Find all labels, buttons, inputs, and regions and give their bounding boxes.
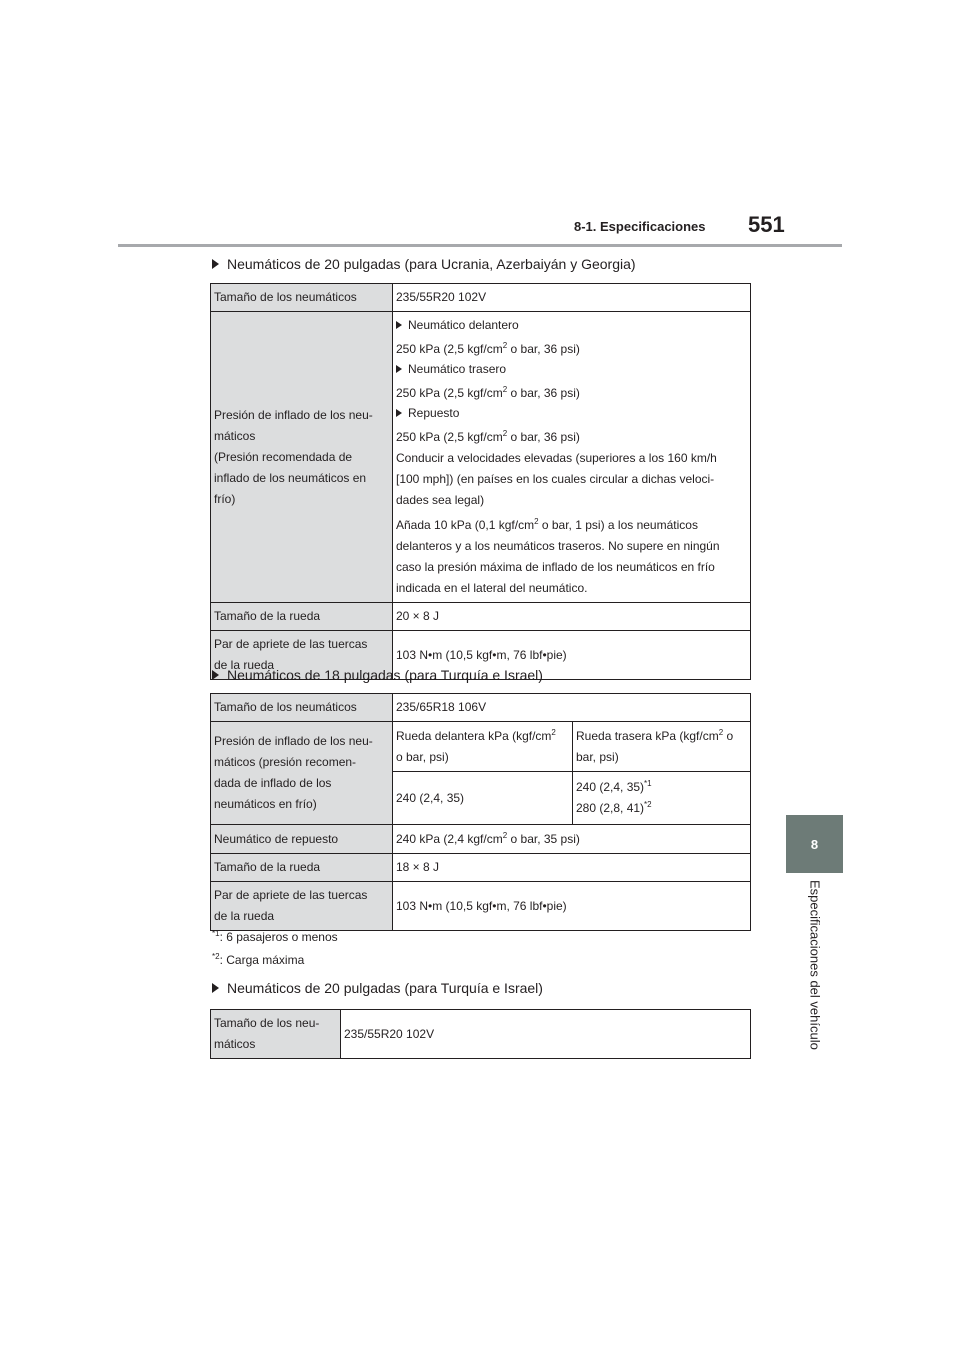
footnote-text: : 6 pasajeros o menos bbox=[219, 930, 338, 944]
pressure-label bbox=[211, 312, 393, 603]
value-text: 280 (2,8, 41) bbox=[576, 801, 645, 815]
section-heading-text: Neumáticos de 18 pulgadas (para Turquía e Israel) bbox=[227, 667, 543, 683]
header-divider bbox=[118, 244, 842, 247]
label-line: máticos bbox=[214, 1037, 256, 1051]
label-line: inflado de los neumáticos en bbox=[214, 470, 367, 485]
wheel-size-label: Tamaño de la rueda bbox=[211, 854, 393, 882]
triangle-bullet-icon bbox=[396, 321, 402, 329]
pressure-value bbox=[393, 312, 751, 603]
chapter-number: 8 bbox=[810, 836, 819, 852]
footnote-mark: *2 bbox=[212, 952, 220, 961]
value-text: o bar, 1 psi) a los neumáticos bbox=[538, 518, 698, 532]
label-line: de la rueda bbox=[214, 658, 275, 672]
header-line bbox=[576, 726, 747, 747]
high-speed-line: dades sea legal) bbox=[396, 493, 485, 507]
label-line: dada de inflado de los bbox=[214, 776, 332, 790]
value-text: 240 kPa (2,4 kgf/cm bbox=[396, 831, 503, 846]
high-speed-line: [100 mph]) (en países en los cuales circular a dichas veloci- bbox=[396, 472, 715, 486]
label-line: Presión de inflado de los neu- bbox=[214, 734, 373, 748]
rear-wheel-value bbox=[573, 772, 751, 825]
spare-tire-label: Neumático de repuesto bbox=[211, 825, 393, 854]
tire-size-label: Tamaño de los neumáticos bbox=[211, 694, 393, 722]
torque-value: 103 N•m (10,5 kgf•m, 76 lbf•pie) bbox=[393, 882, 751, 931]
header-line bbox=[396, 726, 569, 747]
value-text: 250 kPa (2,5 kgf/cm bbox=[396, 342, 503, 356]
value-text: Rueda trasera kPa (kgf/cm bbox=[576, 728, 719, 743]
front-tire-label: Neumático delantero bbox=[408, 318, 519, 332]
triangle-bullet-icon bbox=[212, 259, 219, 269]
triangle-bullet-icon bbox=[396, 365, 402, 373]
section-heading-3 bbox=[212, 980, 543, 996]
table-row bbox=[211, 284, 751, 312]
table-row bbox=[211, 312, 751, 603]
rear-wheel-header bbox=[573, 722, 751, 772]
superscript: 2 bbox=[502, 341, 508, 350]
label-line: de la rueda bbox=[214, 909, 275, 923]
section-heading-text: Neumáticos de 20 pulgadas (para Turquía e Israel) bbox=[227, 980, 543, 996]
page-number: 551 bbox=[748, 212, 785, 237]
section-heading-text: Neumáticos de 20 pulgadas (para Ucrania, Azerbaiyán y Georgia) bbox=[227, 256, 636, 272]
superscript: *1 bbox=[644, 779, 652, 788]
value-text: Añada 10 kPa (0,1 kgf/cm bbox=[396, 518, 535, 532]
superscript: 2 bbox=[551, 727, 556, 737]
value-line bbox=[576, 777, 747, 798]
chapter-tab bbox=[786, 815, 843, 873]
value-text: o bar, 36 psi) bbox=[507, 386, 580, 400]
front-tire-subhead bbox=[396, 316, 747, 334]
label-line: neumáticos en frío) bbox=[214, 797, 317, 811]
chapter-side-label bbox=[807, 880, 823, 1070]
spec-table-2 bbox=[210, 693, 751, 931]
label-line: Presión de inflado de los neu- bbox=[214, 407, 373, 422]
torque-value: 103 N•m (10,5 kgf•m, 76 lbf•pie) bbox=[393, 631, 751, 680]
superscript: 2 bbox=[502, 385, 508, 394]
add-pressure-line: delanteros y a los neumáticos traseros. No supere en ningún bbox=[396, 539, 720, 553]
rear-tire-label: Neumático trasero bbox=[408, 362, 507, 376]
value-text: 250 kPa (2,5 kgf/cm bbox=[396, 386, 503, 400]
spare-tire-value bbox=[393, 825, 751, 854]
front-tire-value bbox=[396, 339, 747, 360]
rear-tire-subhead bbox=[396, 360, 747, 378]
tire-size-value: 235/65R18 106V bbox=[393, 694, 751, 722]
add-pressure-line: indicada en el lateral del neumático. bbox=[396, 581, 588, 595]
tire-size-label bbox=[211, 1010, 341, 1059]
label-line: frío) bbox=[214, 491, 236, 506]
label-line: máticos (presión recomen- bbox=[214, 755, 357, 769]
add-pressure-line: caso la presión máxima de inflado de los neumáticos en frío bbox=[396, 560, 715, 574]
value-text: Rueda delantera kPa (kgf/cm bbox=[396, 728, 552, 743]
superscript: 2 bbox=[502, 830, 508, 840]
front-wheel-value: 240 (2,4, 35) bbox=[393, 772, 573, 825]
front-wheel-header bbox=[393, 722, 573, 772]
wheel-size-value: 20 × 8 J bbox=[393, 603, 751, 631]
label-line: Par de apriete de las tuercas bbox=[214, 888, 368, 902]
header-line: bar, psi) bbox=[576, 749, 619, 764]
table-row bbox=[211, 882, 751, 931]
value-text: o bar, 36 psi) bbox=[507, 342, 580, 356]
footnote-text: : Carga máxima bbox=[219, 953, 305, 967]
spare-tire-subhead bbox=[396, 404, 747, 422]
value-text: o bar, 35 psi) bbox=[507, 831, 580, 846]
chapter-label-text: Especificaciones del vehículo bbox=[807, 880, 823, 1050]
section-heading-2 bbox=[212, 667, 543, 683]
triangle-bullet-icon bbox=[212, 983, 219, 993]
value-text: 240 (2,4, 35) bbox=[576, 780, 645, 794]
header-line: o bar, psi) bbox=[396, 749, 449, 764]
label-line: Par de apriete de las tuercas bbox=[214, 637, 368, 651]
table-row bbox=[211, 603, 751, 631]
table-row bbox=[211, 694, 751, 722]
table-row bbox=[211, 854, 751, 882]
section-heading-1 bbox=[212, 256, 636, 272]
wheel-size-label: Tamaño de la rueda bbox=[211, 603, 393, 631]
triangle-bullet-icon bbox=[396, 409, 402, 417]
spare-tire-label: Repuesto bbox=[408, 406, 460, 420]
value-line bbox=[576, 798, 747, 819]
superscript: 2 bbox=[718, 727, 724, 737]
label-line: máticos bbox=[214, 428, 256, 443]
footnote-1 bbox=[212, 930, 338, 944]
triangle-bullet-icon bbox=[212, 670, 219, 680]
superscript: 2 bbox=[502, 429, 508, 438]
label-line: Tamaño de los neu- bbox=[214, 1016, 320, 1030]
footnote-2 bbox=[212, 953, 304, 967]
superscript: *2 bbox=[644, 800, 652, 809]
wheel-size-value: 18 × 8 J bbox=[393, 854, 751, 882]
tire-size-value: 235/55R20 102V bbox=[393, 284, 751, 312]
label-line: (Presión recomendada de bbox=[214, 449, 353, 464]
spec-table-3 bbox=[210, 1009, 751, 1059]
pressure-label bbox=[211, 722, 393, 825]
table-row bbox=[211, 722, 751, 772]
spare-tire-value bbox=[396, 427, 747, 448]
superscript: 2 bbox=[534, 517, 539, 526]
high-speed-line: Conducir a velocidades elevadas (superiores a los 160 km/h bbox=[396, 451, 717, 465]
section-title: 8-1. Especificaciones bbox=[574, 219, 706, 234]
spec-table-1 bbox=[210, 283, 751, 680]
footnote-mark: *1 bbox=[212, 929, 220, 938]
value-text: 250 kPa (2,5 kgf/cm bbox=[396, 430, 503, 444]
tire-size-label: Tamaño de los neumáticos bbox=[211, 284, 393, 312]
rear-tire-value bbox=[396, 383, 747, 404]
table-row bbox=[211, 825, 751, 854]
table-row bbox=[211, 1010, 751, 1059]
add-pressure-line bbox=[396, 515, 747, 536]
value-text: o bar, 36 psi) bbox=[507, 430, 580, 444]
tire-size-value: 235/55R20 102V bbox=[341, 1010, 751, 1059]
value-text: o bbox=[723, 728, 734, 743]
torque-label bbox=[211, 882, 393, 931]
